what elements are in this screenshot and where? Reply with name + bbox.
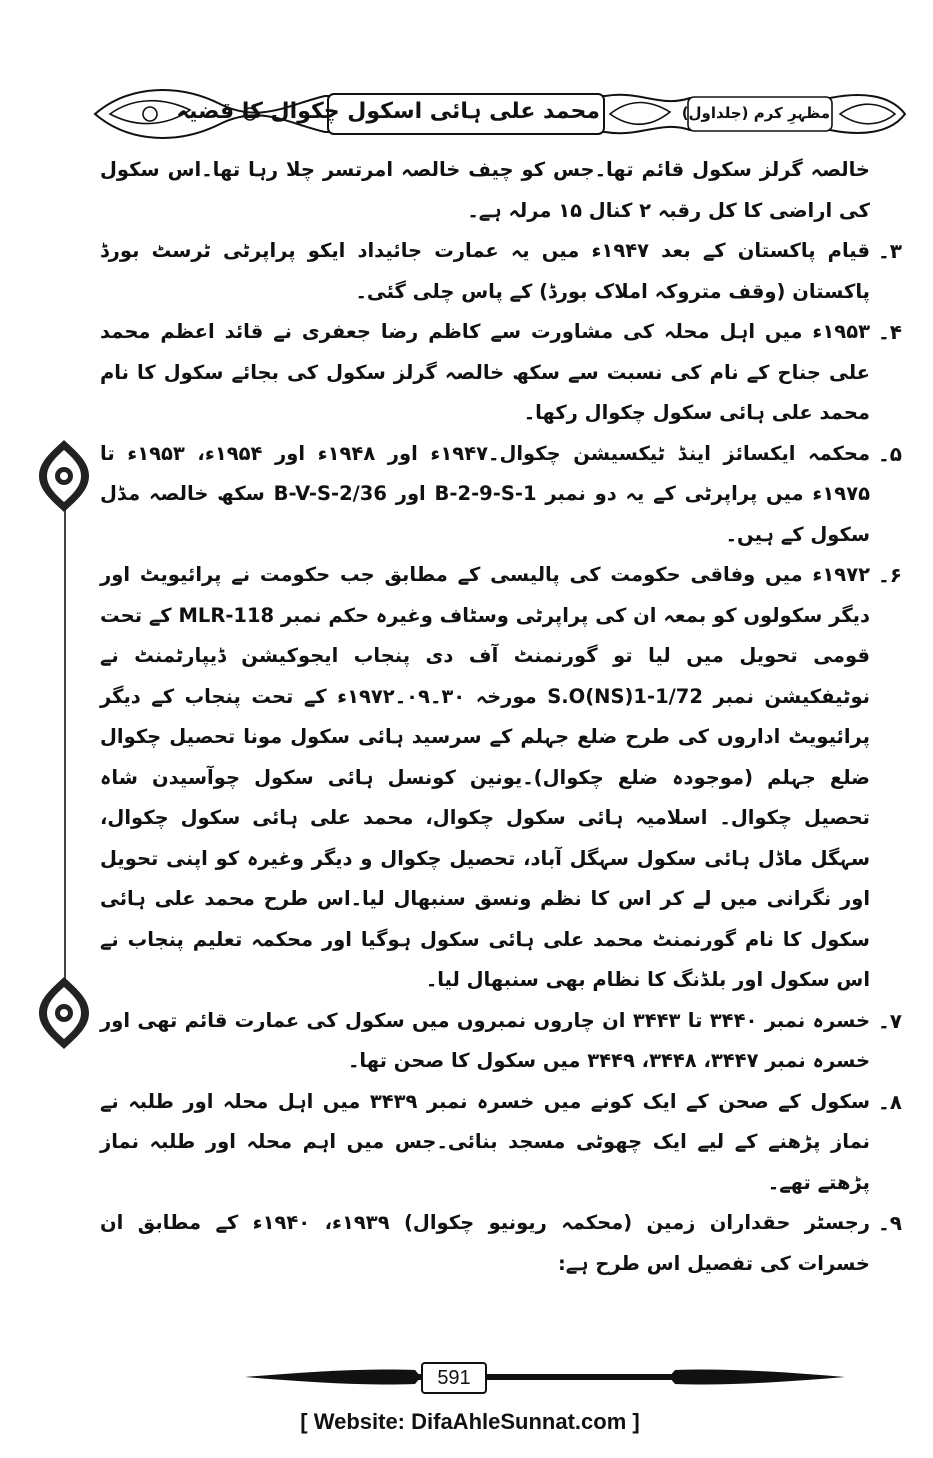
- item-number: ۵۔: [878, 441, 902, 466]
- item-number: ۷۔: [878, 1008, 902, 1033]
- page-number: 591: [421, 1362, 487, 1394]
- list-item: [100, 555, 902, 1001]
- item-text: سکول کے صحن کے ایک کونے میں خسرہ نمبر ۳۴۳۹ میں اہل محلہ اور طلبہ نے نماز پڑھنے کے لیے ایک چھوٹی مسجد بنائی۔جس میں اہم محلہ اور طلبہ نماز پڑھتے تھے۔: [100, 1089, 870, 1194]
- item-number: ۶۔: [878, 563, 902, 587]
- list-item: [100, 312, 902, 434]
- item-text: ۱۹۵۳ء میں اہل محلہ کی مشاورت سے کاظم رضا جعفری نے قائد اعظم محمد علی جناح کے نام کی نسبت سے سکھ خالصہ گرلز سکول کی بجائے سکول کا نام محمد علی ہائی سکول چکوال رکھا۔: [100, 320, 870, 424]
- paragraph-text: خالصہ گرلز سکول قائم تھا۔جس کو چیف خالصہ امرتسر چلا رہا تھا۔اس سکول کی اراضی کا کل رقبہ ۲ کنال ۱۵ مرلہ ہے۔: [100, 158, 870, 222]
- item-number: ۴۔: [878, 320, 902, 344]
- website-credit: [ Website: DifaAhleSunnat.com ]: [300, 1409, 640, 1434]
- list-item: [100, 1203, 902, 1284]
- item-text: قیام پاکستان کے بعد ۱۹۴۷ء میں یہ عمارت جائیداد ایکو پراپرٹی ٹرسٹ بورڈ پاکستان (وقف متروکہ املاک بورڈ) کے پاس چلی گئی۔: [100, 239, 870, 303]
- margin-ornament-icon: [37, 975, 91, 1051]
- list-item: [100, 1001, 902, 1082]
- list-item: [100, 231, 902, 312]
- item-number: ۹۔: [878, 1211, 902, 1235]
- list-item: [100, 434, 902, 556]
- page-header: [90, 84, 910, 144]
- item-number: ۳۔: [878, 239, 902, 263]
- book-title: مظہرِ کرم (جلداول): [681, 104, 830, 122]
- margin-vertical-rule: [64, 470, 66, 1000]
- item-text: خسرہ نمبر ۳۴۴۰ تا ۳۴۴۳ ان چاروں نمبروں میں سکول کی عمارت قائم تھی اور خسرہ نمبر ۳۴۴۷، ۳۴۴۸، ۳۴۴۹ میں سکول کا صحن تھا۔: [100, 1008, 871, 1072]
- chapter-title: محمد علی ہائی اسکول چکوال کا قضیہ: [176, 99, 600, 124]
- continuation-paragraph: [100, 150, 870, 231]
- item-text: رجسٹر حقداران زمین (محکمہ ریونیو چکوال) ۱۹۳۹ء، ۱۹۴۰ء کے مطابق ان خسرات کی تفصیل اس طرح ہے:: [100, 1211, 870, 1275]
- item-text: محکمہ ایکسائز اینڈ ٹیکسیشن چکوال۔۱۹۴۷ء اور ۱۹۴۸ء اور ۱۹۵۴ء، ۱۹۵۳ء تا ۱۹۷۵ء میں پراپرٹی کے یہ دو نمبر B-2-9-S-1 اور B-V-S-2/36 سکھ خالصہ مڈل سکول کے ہیں۔: [100, 441, 871, 546]
- item-number: ۸۔: [878, 1089, 902, 1114]
- list-item: [100, 1082, 902, 1204]
- page-content: [100, 150, 902, 1350]
- item-text: ۱۹۷۲ء میں وفاقی حکومت کی پالیسی کے مطابق جب حکومت نے پرائیویٹ اور دیگر سکولوں کو بمعہ ان کی پراپرٹی وسٹاف وغیرہ حکم نمبر MLR-118 کے تحت قومی تحویل میں لیا تو گورنمنٹ آف دی پنجاب ایجوکیشن ڈیپارٹمنٹ نے نوٹیفکیشن نمبر S.O(NS)1-1/72 مورخہ ۳۰۔۰۹۔۱۹۷۲ء کے تحت پنجاب کے دیگر پرائیویٹ اداروں کی طرح ضلع جہلم کے سرسید ہائی سکول مونا تحصیل چکوال ضلع جہلم (موجودہ ضلع چکوال)۔یونین کونسل ہائی سکول چوآسیدن شاہ تحصیل چکوال۔ اسلامیہ ہائی سکول چکوال، محمد علی ہائی سکول چکوال، سہگل ماڈل ہائی سکول سہگل آباد، تحصیل چکوال و دیگر وغیرہ کو اپنی تحویل اور نگرانی میں لے کر اس کا نظم ونسق سنبھال لیا۔اس طرح محمد علی ہائی سکول کا نام گورنمنٹ محمد علی ہائی سکول ہوگیا اور محکمہ تعلیم پنجاب نے اس سکول اور بلڈنگ کا نظام بھی سنبھال لیا۔: [100, 563, 870, 991]
- margin-ornament-icon: [37, 438, 91, 514]
- footer-divider: [245, 1360, 845, 1394]
